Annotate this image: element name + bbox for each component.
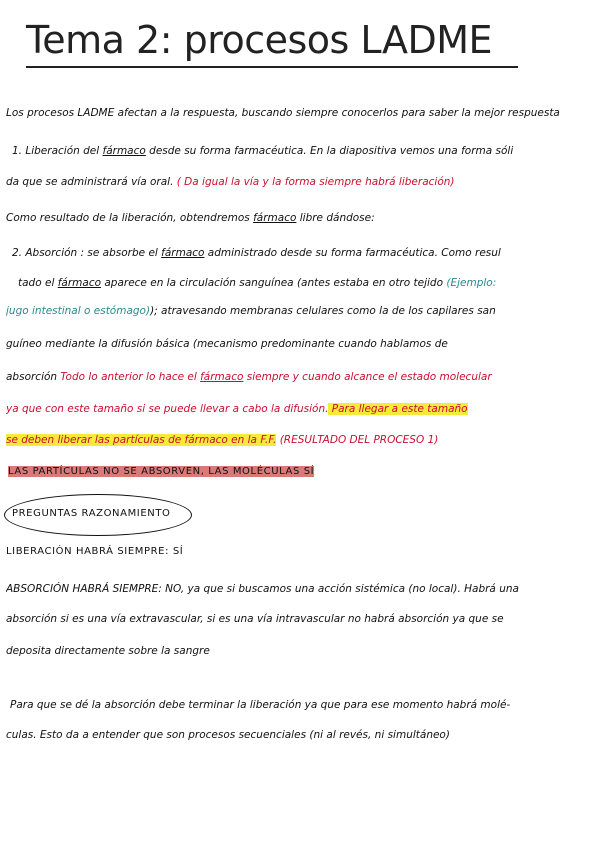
note-line [6, 433, 598, 447]
text: 1. Liberación del [12, 145, 103, 157]
teal-note: jugo intestinal o estómago) [6, 305, 151, 317]
highlighted-statement [8, 465, 314, 479]
underlined-term: fármaco [102, 145, 146, 157]
underlined-term: fármaco [253, 212, 297, 224]
highlighted-text: LAS PARTÍCULAS NO SE ABSORVEN, LAS MOLÉCULAS SÍ [8, 466, 315, 477]
note-line [6, 175, 598, 189]
red-note: Todo lo anterior lo hace el [60, 371, 201, 383]
text: ABSORCIÓN HABRÁ SIEMPRE: NO, ya que si buscamos una acción sistémica (no local). Habrá una [6, 583, 519, 595]
note-line [6, 582, 598, 596]
text: absorción si es una vía extravascular, si es una vía intravascular no habrá absorción ya que se [6, 613, 504, 625]
title-underline [26, 66, 518, 68]
note-line [6, 402, 598, 416]
text: culas. Esto da a entender que son procesos secuenciales (ni al revés, ni simultáneo) [6, 729, 450, 741]
note-line [6, 612, 598, 626]
note-line [12, 246, 601, 260]
text: libre dándose: [296, 212, 375, 224]
note-line [6, 106, 598, 120]
note-line [6, 337, 598, 351]
underlined-term: fármaco [161, 247, 205, 259]
note-line [6, 644, 598, 658]
section-heading: PREGUNTAS RAZONAMIENTO [12, 508, 171, 519]
red-underlined-term: fármaco [200, 371, 244, 383]
text: Para que se dé la absorción debe terminar la liberación ya que para ese momento habrá molé- [10, 699, 511, 711]
red-note: siempre y cuando alcance el estado molecular [243, 371, 492, 383]
red-note: ya que con este tamaño si se puede llevar a cabo la difusión. [6, 403, 329, 415]
text: desde su forma farmacéutica. En la diapositiva vemos una forma sóli [145, 145, 514, 157]
note-line [6, 545, 598, 559]
text: deposita directamente sobre la sangre [6, 645, 210, 657]
page-title: Tema 2: procesos LADME [26, 18, 493, 62]
red-note: (RESULTADO DEL PROCESO 1) [276, 434, 439, 446]
highlighted-text: se deben liberar las partículas de fármaco en la F.F. [6, 434, 277, 446]
note-line [6, 211, 598, 225]
text: guíneo mediante la difusión básica (mecanismo predominante cuando hablamos de [6, 338, 448, 350]
text: tado el [18, 277, 58, 289]
teal-note: (Ejemplo: [446, 277, 497, 289]
text: absorción [6, 371, 61, 383]
note-line [6, 728, 598, 742]
text: ); atravesando membranas celulares como la de los capilares san [150, 305, 496, 317]
text: Los procesos LADME afectan a la respuesta, buscando siempre conocerlos para saber la mejor respuesta [6, 107, 560, 119]
text: administrado desde su forma farmacéutica. Como resul [204, 247, 501, 259]
red-note: ( Da igual la vía y la forma siempre habrá liberación) [176, 176, 455, 188]
note-line [6, 370, 598, 384]
note-line [10, 698, 601, 712]
text: da que se administrará vía oral. [6, 176, 177, 188]
highlighted-text: Para llegar a este tamaño [328, 403, 468, 415]
text: 2. Absorción : se absorbe el [12, 247, 162, 259]
note-line [12, 144, 601, 158]
text: aparece en la circulación sanguínea (antes estaba en otro tejido [101, 277, 447, 289]
underlined-term: fármaco [57, 277, 102, 289]
text: Como resultado de la liberación, obtendremos [6, 212, 254, 224]
note-line [6, 304, 598, 318]
text: LIBERACIÓN HABRÁ SIEMPRE: SÍ [6, 546, 184, 557]
note-line [18, 276, 601, 290]
